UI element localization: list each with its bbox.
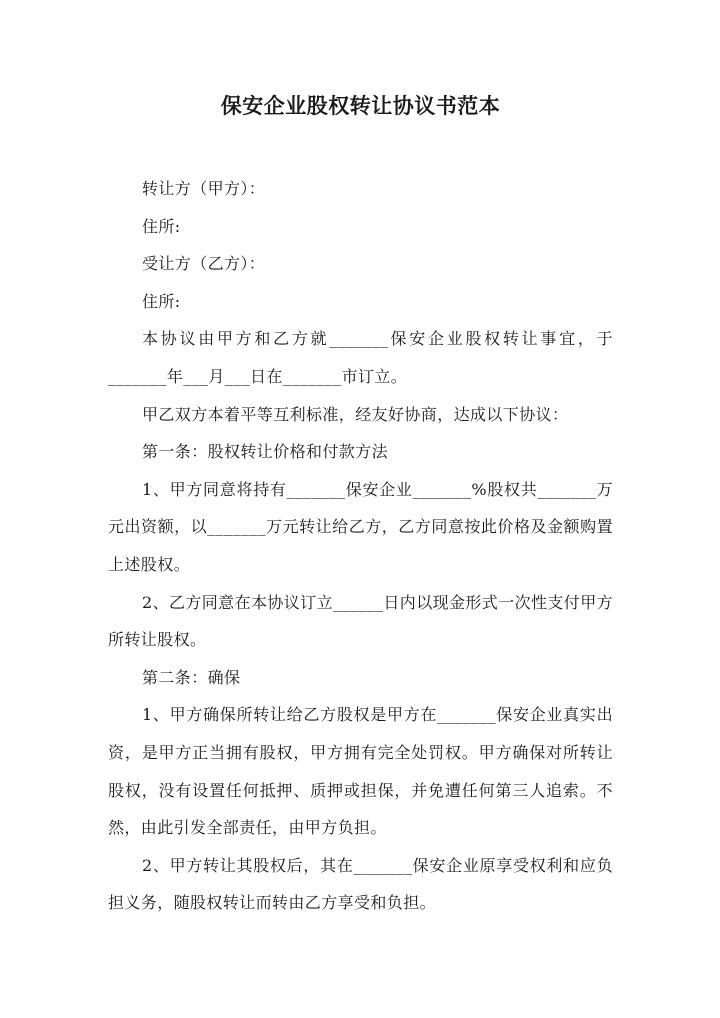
paragraph-transferor: 转让方（甲方）：	[142, 179, 266, 198]
paragraph-transferee: 受让方（乙方）：	[142, 254, 266, 274]
document-body	[108, 170, 613, 922]
document-title: 保安企业股权转让协议书范本	[220, 93, 501, 118]
article-2-heading: 第二条：确保	[142, 667, 241, 687]
article-2-clause-2: 2、甲方转让其股权后，其在_______保安企业原享受权利和应负担义务，随股权转让而转由乙方享受和负担。	[108, 855, 613, 913]
paragraph-transferee-address: 住所:	[142, 291, 181, 311]
paragraph-transferor-address: 住所:	[142, 216, 181, 236]
article-2-clause-1: 1、甲方确保所转让给乙方股权是甲方在_______保安企业真实出资，是甲方正当拥有股权，甲方拥有完全处罚权。甲方确保对所转让股权，没有设置任何抵押、质押或担保，并免遭任何第三人追索。不然，由此引发全部责任，由甲方负担。	[108, 705, 613, 838]
paragraph-mutual-consent: 甲乙双方本着平等互利标准，经友好协商，达成以下协议：	[142, 404, 569, 424]
article-1-clause-1: 1、甲方同意将持有_______保安企业_______%股权共_______万元出资额，以_______万元转让给乙方，乙方同意按此价格及金额购置上述股权。	[108, 479, 613, 574]
article-1-heading: 第一条：股权转让价格和付款方法	[142, 442, 389, 462]
article-1-clause-2: 2、乙方同意在本协议订立______日内以现金形式一次性支付甲方所转让股权。	[108, 592, 613, 650]
paragraph-agreement-intro: 本协议由甲方和乙方就_______保安企业股权转让事宜，于_______年___月___日在_______市订立。	[108, 329, 613, 386]
